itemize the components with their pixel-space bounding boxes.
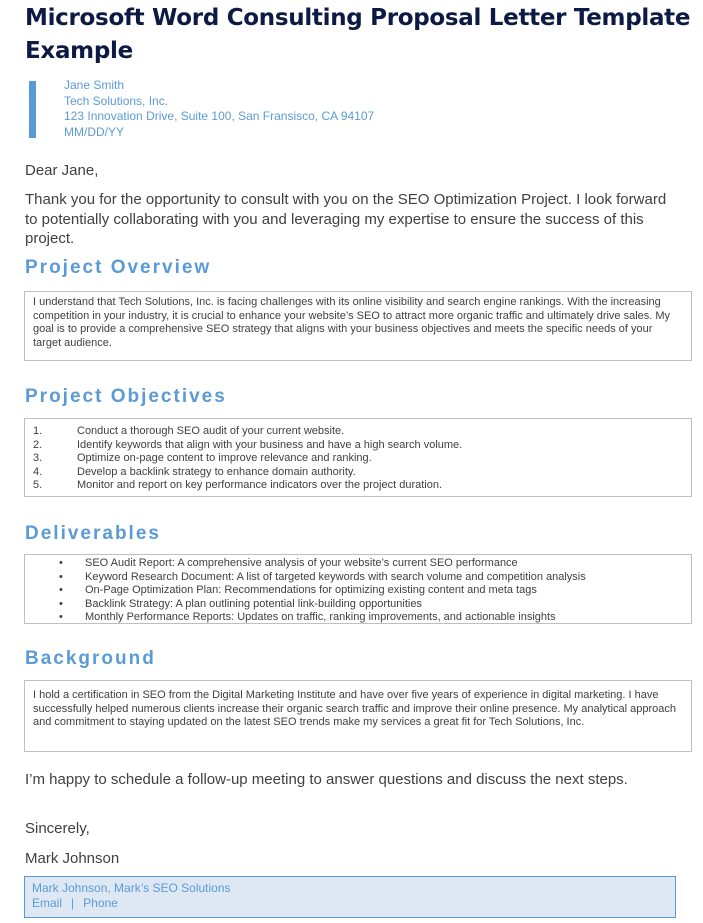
- letter-date: MM/DD/YY: [64, 124, 124, 139]
- closing-paragraph: I’m happy to schedule a follow-up meeting to answer questions and discuss the next steps.: [25, 771, 628, 788]
- deliverables-list: [33, 557, 683, 624]
- email-link[interactable]: Email: [32, 896, 63, 910]
- objective-item: 2. Identify keywords that align with your business and have a high search volume.: [33, 438, 463, 451]
- background-text: I hold a certification in SEO from the Digital Marketing Institute and have over five years of experience in digital marketing. I have successfully helped numerous clients increase their organic search traffic and improve their online presence. My analytical approach and commitment to staying updated on the latest SEO trends make my services a great fit for Tech Solutions, Inc.: [33, 689, 677, 728]
- objective-item: 3. Optimize on-page content to improve relevance and ranking.: [33, 452, 372, 464]
- deliverable-item: • SEO Audit Report: A comprehensive analysis of your website’s current SEO performance: [59, 557, 518, 569]
- phone-link[interactable]: Phone: [83, 896, 118, 910]
- project-overview-box: [24, 291, 692, 361]
- signature-contact-line: [32, 896, 668, 911]
- signoff: Sincerely,: [25, 820, 90, 837]
- heading-background: Background: [25, 648, 156, 669]
- heading-project-objectives: Project Objectives: [25, 386, 227, 407]
- project-overview-text: I understand that Tech Solutions, Inc. is facing challenges with its online visibility and search engine rankings. With the increasing competition in your industry, it is crucial to enhance your website’s SEO to attract more organic traffic and ultimately drive sales. My goal is to provide a comprehensive SEO strategy that aligns with your business objectives and meets the specific needs of your target audience.: [33, 296, 671, 349]
- signature-box: [24, 876, 676, 918]
- contact-separator: |: [71, 896, 75, 910]
- objectives-list: [33, 425, 683, 493]
- intro-paragraph: Thank you for the opportunity to consult with you on the SEO Optimization Project. I look forward to potentially collaborating with you and leveraging my expertise to ensure the success of this project.: [25, 191, 667, 247]
- background-box: [24, 680, 692, 752]
- signer-name: Mark Johnson: [25, 850, 120, 867]
- bullet-icon: •: [59, 570, 63, 583]
- document-title: Microsoft Word Consulting Proposal Letter Template Example: [25, 5, 691, 64]
- heading-deliverables: Deliverables: [25, 523, 161, 544]
- recipient-address-block: [64, 78, 374, 140]
- address-accent-bar: [29, 81, 36, 138]
- signature-company-line: Mark Johnson, Mark’s SEO Solutions: [32, 881, 231, 895]
- bullet-icon: •: [59, 557, 63, 569]
- deliverable-item: • Keyword Research Document: A list of targeted keywords with search volume and competition analysis: [59, 570, 586, 583]
- project-objectives-box: [24, 418, 692, 497]
- recipient-address: 123 Innovation Drive, Suite 100, San Fransisco, CA 94107: [64, 109, 375, 123]
- objective-item: 1. Conduct a thorough SEO audit of your current website.: [33, 425, 345, 437]
- objective-item: 5. Monitor and report on key performance indicators over the project duration.: [33, 479, 443, 491]
- bullet-icon: •: [59, 611, 63, 623]
- recipient-name: Jane Smith: [64, 78, 125, 92]
- objective-item: 4. Develop a backlink strategy to enhance domain authority.: [33, 465, 356, 478]
- deliverable-item: • Monthly Performance Reports: Updates on traffic, ranking improvements, and actionable insights: [59, 611, 556, 623]
- deliverable-item: • Backlink Strategy: A plan outlining potential link-building opportunities: [59, 597, 422, 610]
- deliverables-box: [24, 554, 692, 624]
- heading-project-overview: Project Overview: [25, 257, 212, 278]
- bullet-icon: •: [59, 584, 63, 596]
- greeting: Dear Jane,: [25, 162, 99, 179]
- recipient-company: Tech Solutions, Inc.: [64, 93, 169, 108]
- deliverable-item: • On-Page Optimization Plan: Recommendations for optimizing existing content and meta tags: [59, 584, 537, 596]
- bullet-icon: •: [59, 597, 63, 610]
